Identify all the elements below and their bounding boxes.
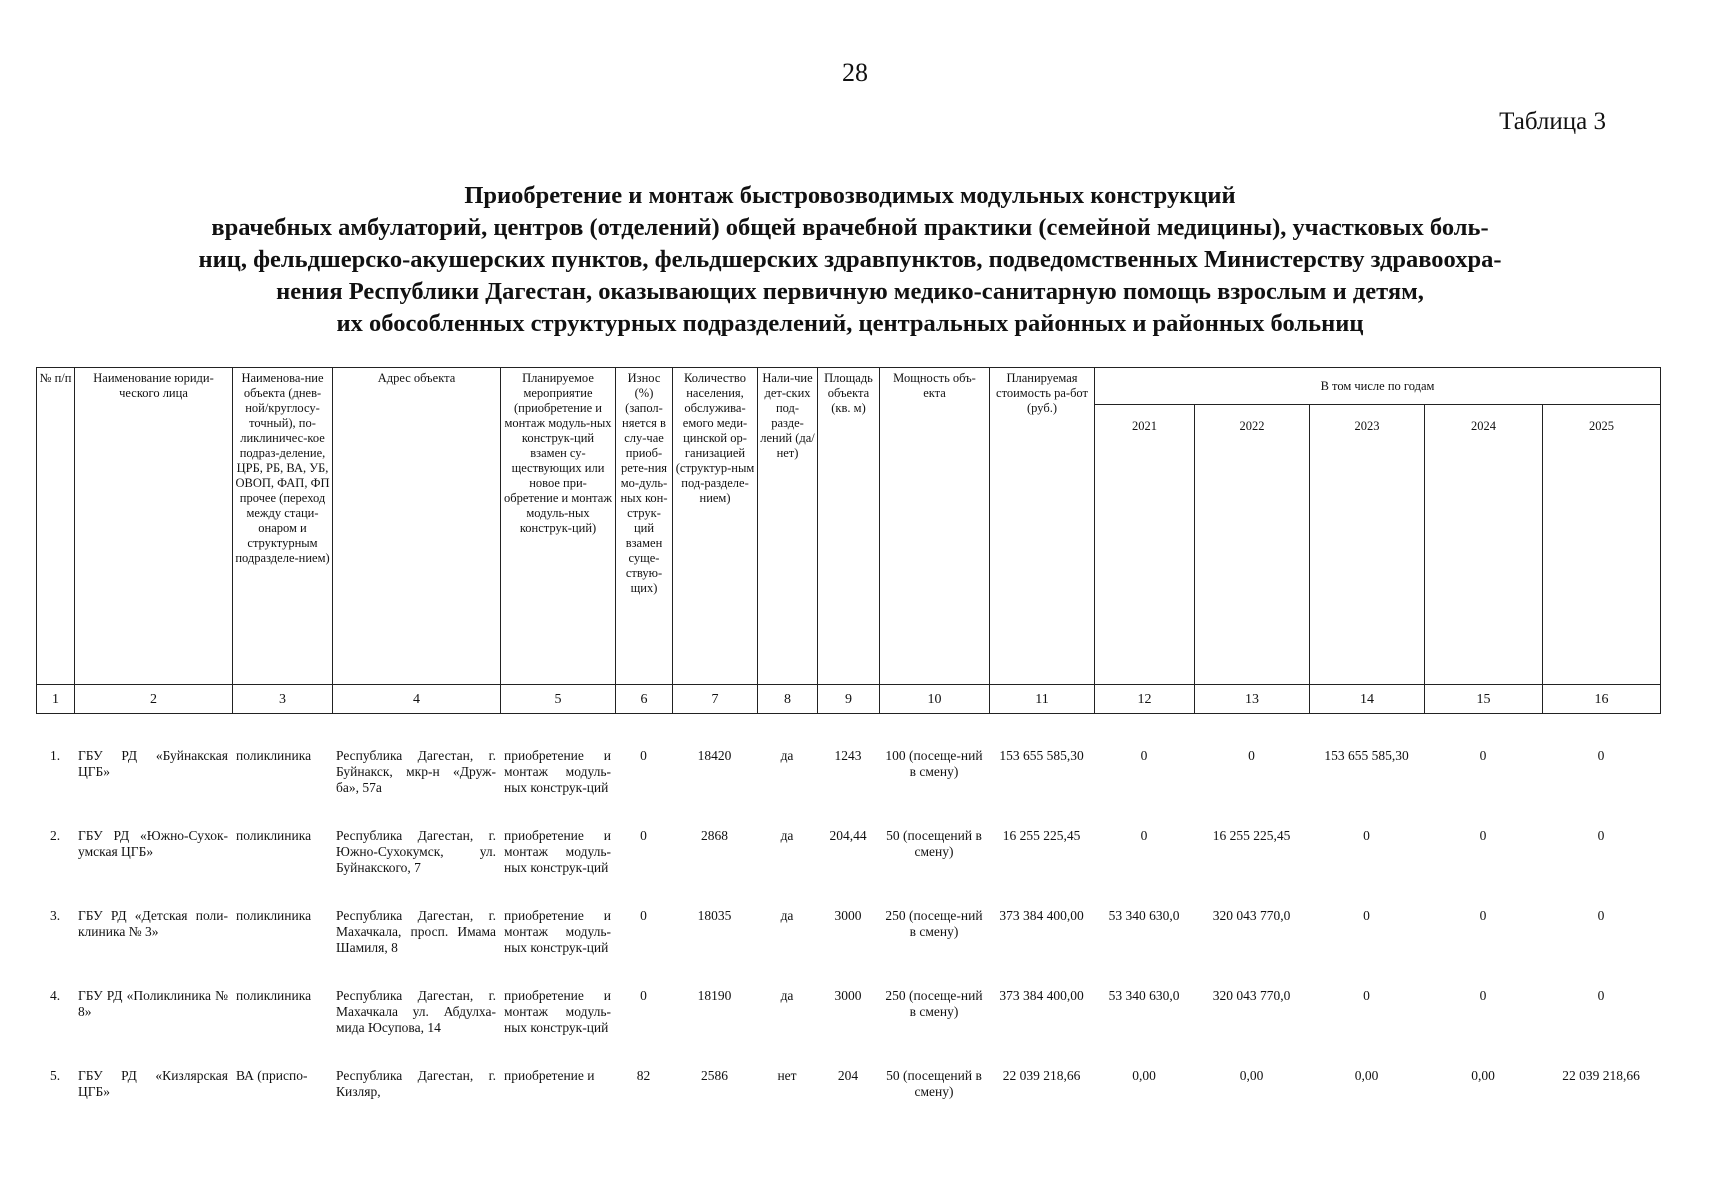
header-object: Наименова-ние объекта (днев-ной/круглосу-точный), по-ликлиничес-кое подраз-деление, ЦРБ, РБ, ВА, УБ, ОВОП, ФАП, ФП прочее (переход между стаци-онаром и структурным подразделе-нием) bbox=[233, 368, 333, 685]
cost-2022: 320 043 770,0 bbox=[1212, 988, 1291, 1003]
object-capacity: 50 (посещений в смену) bbox=[886, 828, 982, 859]
cost-2022: 0,00 bbox=[1239, 1068, 1264, 1083]
table-row bbox=[36, 988, 1660, 1068]
object-area: 1243 bbox=[834, 748, 862, 763]
planned-measure: приобретение и монтаж модуль-ных конструк-ций bbox=[504, 908, 611, 955]
table-header bbox=[36, 367, 1661, 714]
cost-2021: 0 bbox=[1140, 828, 1148, 843]
document-title bbox=[60, 180, 1640, 340]
planned-measure: приобретение и bbox=[504, 1068, 595, 1083]
planned-cost: 153 655 585,30 bbox=[999, 748, 1084, 763]
column-number: 11 bbox=[990, 685, 1095, 714]
header-cost: Планируемая стоимость ра-бот (руб.) bbox=[990, 368, 1095, 685]
cost-2025: 0 bbox=[1597, 828, 1605, 843]
object-address: Республика Дагестан, г. Южно-Сухокумск, ул. Буйнакского, 7 bbox=[336, 828, 496, 875]
cost-2024: 0 bbox=[1479, 828, 1487, 843]
planned-measure: приобретение и монтаж модуль-ных конструк-ций bbox=[504, 828, 611, 875]
cost-2023: 153 655 585,30 bbox=[1324, 748, 1409, 763]
column-number: 5 bbox=[501, 685, 616, 714]
cost-2023: 0 bbox=[1363, 828, 1370, 843]
object-type: ВА (приспо- bbox=[236, 1068, 308, 1083]
cost-2024: 0 bbox=[1479, 748, 1487, 763]
wear-percent: 0 bbox=[640, 988, 647, 1003]
header-population: Количество населения, обслужива-емого меди-цинской ор-ганизацией (структур-ным под-разделе-нием) bbox=[673, 368, 758, 685]
column-number: 12 bbox=[1095, 685, 1195, 714]
header-measure: Планируемое мероприятие (приобретение и монтаж модуль-ных конструк-ций взамен су-ществующих или новое при-обретение и монтаж модуль-ных конструк-ций) bbox=[501, 368, 616, 685]
table-body bbox=[36, 748, 1660, 1148]
cost-2023: 0,00 bbox=[1354, 1068, 1379, 1083]
title-line: их обособленных структурных подразделений, центральных районных и районных больниц bbox=[336, 310, 1364, 337]
entity-name: ГБУ РД «Буйнакская ЦГБ» bbox=[78, 748, 228, 779]
object-area: 204,44 bbox=[829, 828, 867, 843]
header-years-group: В том числе по годам bbox=[1095, 368, 1661, 405]
wear-percent: 0 bbox=[640, 908, 647, 923]
cost-2023: 0 bbox=[1363, 988, 1370, 1003]
title-line: нения Республики Дагестан, оказывающих первичную медико-санитарную помощь взрослым и детям, bbox=[276, 278, 1424, 305]
row-number: 1. bbox=[49, 748, 61, 763]
children-units: да bbox=[780, 988, 794, 1003]
column-number: 3 bbox=[233, 685, 333, 714]
cost-2022: 320 043 770,0 bbox=[1212, 908, 1291, 923]
table-row bbox=[36, 908, 1660, 988]
cost-2025: 0 bbox=[1597, 988, 1605, 1003]
header-address: Адрес объекта bbox=[333, 368, 501, 685]
children-units: да bbox=[780, 748, 794, 763]
object-capacity: 250 (посеще-ний в смену) bbox=[885, 908, 983, 939]
title-line: ниц, фельдшерско-акушерских пунктов, фельдшерских здравпунктов, подведомственных Министерству здравоохра- bbox=[198, 246, 1502, 273]
cost-2021: 0 bbox=[1140, 748, 1148, 763]
object-type: поликлиника bbox=[236, 828, 312, 843]
object-area: 204 bbox=[837, 1068, 859, 1083]
header-year: 2021 bbox=[1095, 405, 1195, 685]
children-units: нет bbox=[777, 1068, 797, 1083]
entity-name: ГБУ РД «Южно-Сухок-умская ЦГБ» bbox=[78, 828, 228, 859]
cost-2022: 0 bbox=[1248, 748, 1255, 763]
cost-2024: 0,00 bbox=[1471, 1068, 1495, 1083]
column-number: 10 bbox=[880, 685, 990, 714]
object-area: 3000 bbox=[834, 908, 862, 923]
planned-cost: 16 255 225,45 bbox=[1002, 828, 1081, 843]
table-row bbox=[36, 1068, 1660, 1148]
planned-cost: 373 384 400,00 bbox=[999, 988, 1084, 1003]
wear-percent: 0 bbox=[640, 748, 647, 763]
planned-measure: приобретение и монтаж модуль-ных конструк-ций bbox=[504, 748, 611, 795]
cost-2021: 53 340 630,0 bbox=[1108, 908, 1180, 923]
cost-2024: 0 bbox=[1479, 908, 1487, 923]
population-count: 18420 bbox=[697, 748, 732, 763]
header-children: Нали-чие дет-ских под-разде-лений (да/ нет) bbox=[758, 368, 818, 685]
object-address: Республика Дагестан, г. Кизляр, bbox=[336, 1068, 496, 1099]
row-number: 2. bbox=[49, 828, 61, 843]
column-number: 9 bbox=[818, 685, 880, 714]
column-number: 6 bbox=[616, 685, 673, 714]
column-number: 8 bbox=[758, 685, 818, 714]
cost-2022: 16 255 225,45 bbox=[1212, 828, 1291, 843]
table-label: Таблица 3 bbox=[1499, 108, 1606, 135]
header-year: 2024 bbox=[1425, 405, 1543, 685]
column-number: 14 bbox=[1310, 685, 1425, 714]
title-line: врачебных амбулаторий, центров (отделений) общей врачебной практики (семейной медицины), участковых боль- bbox=[211, 214, 1489, 241]
cost-2021: 0,00 bbox=[1132, 1068, 1156, 1083]
header-year: 2023 bbox=[1310, 405, 1425, 685]
children-units: да bbox=[780, 908, 794, 923]
cost-2025: 22 039 218,66 bbox=[1562, 1068, 1640, 1083]
object-type: поликлиника bbox=[236, 908, 312, 923]
population-count: 2586 bbox=[701, 1068, 728, 1083]
header-year: 2022 bbox=[1195, 405, 1310, 685]
column-number: 2 bbox=[75, 685, 233, 714]
entity-name: ГБУ РД «Поликлиника № 8» bbox=[78, 988, 228, 1019]
children-units: да bbox=[780, 828, 794, 843]
entity-name: ГБУ РД «Детская поли-клиника № 3» bbox=[78, 908, 228, 939]
row-number: 5. bbox=[49, 1068, 61, 1083]
object-area: 3000 bbox=[834, 988, 862, 1003]
column-number: 16 bbox=[1543, 685, 1661, 714]
header-year: 2025 bbox=[1543, 405, 1661, 685]
row-number: 3. bbox=[49, 908, 61, 923]
population-count: 18190 bbox=[697, 988, 732, 1003]
object-capacity: 50 (посещений в смену) bbox=[886, 1068, 982, 1099]
table-row bbox=[36, 828, 1660, 908]
object-type: поликлиника bbox=[236, 988, 312, 1003]
planned-cost: 373 384 400,00 bbox=[999, 908, 1084, 923]
header-entity: Наименование юриди-ческого лица bbox=[75, 368, 233, 685]
page-number: 28 bbox=[842, 58, 868, 87]
planned-cost: 22 039 218,66 bbox=[1002, 1068, 1081, 1083]
cost-2021: 53 340 630,0 bbox=[1108, 988, 1180, 1003]
table-row bbox=[36, 748, 1660, 828]
population-count: 18035 bbox=[697, 908, 732, 923]
header-capacity: Мощность объ-екта bbox=[880, 368, 990, 685]
column-number: 4 bbox=[333, 685, 501, 714]
column-number: 1 bbox=[37, 685, 75, 714]
header-wear: Износ (%) (запол-няется в слу-чае приоб-рете-ния мо-дуль-ных кон-струк-ций взамен суще-ствую-щих) bbox=[616, 368, 673, 685]
object-address: Республика Дагестан, г. Буйнакск, мкр-н «Друж-ба», 57а bbox=[336, 748, 496, 795]
object-capacity: 250 (посеще-ний в смену) bbox=[885, 988, 983, 1019]
column-number: 7 bbox=[673, 685, 758, 714]
object-address: Республика Дагестан, г. Махачкала, просп. Имама Шамиля, 8 bbox=[336, 908, 496, 955]
cost-2023: 0 bbox=[1363, 908, 1370, 923]
column-number: 15 bbox=[1425, 685, 1543, 714]
header-area: Площадь объекта (кв. м) bbox=[818, 368, 880, 685]
cost-2025: 0 bbox=[1597, 748, 1605, 763]
title-line: Приобретение и монтаж быстровозводимых модульных конструкций bbox=[464, 182, 1236, 209]
planned-measure: приобретение и монтаж модуль-ных конструк-ций bbox=[504, 988, 611, 1035]
population-count: 2868 bbox=[701, 828, 728, 843]
row-number: 4. bbox=[49, 988, 61, 1003]
object-address: Республика Дагестан, г. Махачкала ул. Абдулха-мида Юсупова, 14 bbox=[336, 988, 496, 1035]
column-number: 13 bbox=[1195, 685, 1310, 714]
wear-percent: 82 bbox=[636, 1068, 651, 1083]
cost-2024: 0 bbox=[1479, 988, 1487, 1003]
object-capacity: 100 (посеще-ний в смену) bbox=[885, 748, 983, 779]
entity-name: ГБУ РД «Кизлярская ЦГБ» bbox=[78, 1068, 228, 1099]
wear-percent: 0 bbox=[640, 828, 647, 843]
header-num: № п/п bbox=[37, 368, 75, 685]
object-type: поликлиника bbox=[236, 748, 312, 763]
cost-2025: 0 bbox=[1597, 908, 1605, 923]
